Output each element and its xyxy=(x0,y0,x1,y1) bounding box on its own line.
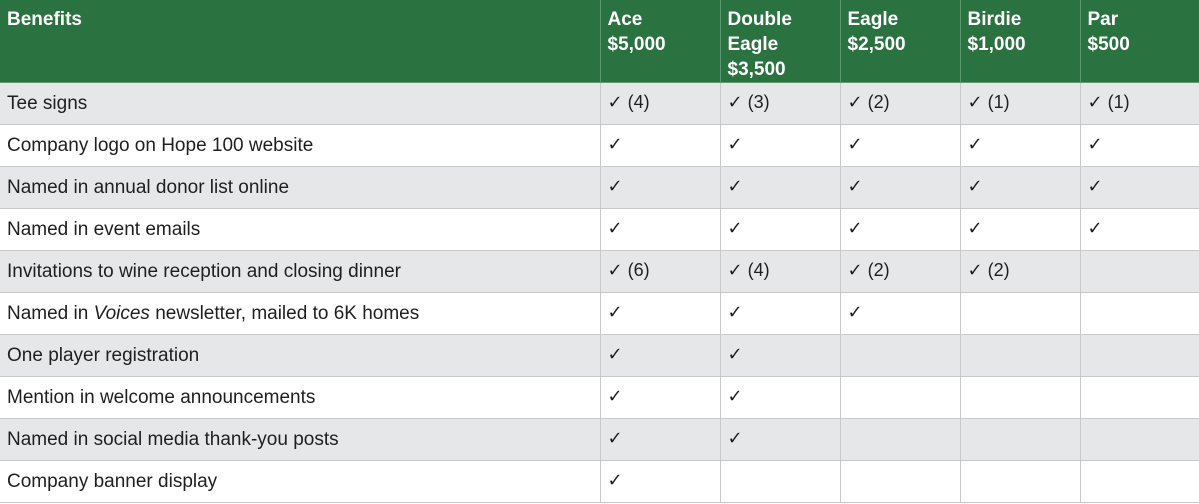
checkmark-icon: ✓ xyxy=(967,92,983,112)
checkmark-icon: ✓ xyxy=(727,134,743,154)
benefit-label: Mention in welcome announcements xyxy=(0,377,600,419)
checkmark-icon: ✓ xyxy=(847,176,863,196)
benefit-label xyxy=(0,293,600,335)
empty-cell xyxy=(840,377,960,419)
benefit-label: Company banner display xyxy=(0,461,600,503)
header-row xyxy=(0,0,1199,83)
benefit-label-text: Named in xyxy=(7,302,94,324)
empty-cell xyxy=(960,335,1080,377)
table-row xyxy=(0,167,1199,209)
included-cell xyxy=(600,377,720,419)
checkmark-icon: ✓ xyxy=(607,386,623,406)
tier-name: Double Eagle xyxy=(727,9,792,55)
included-cell xyxy=(960,251,1080,293)
benefit-label: Company logo on Hope 100 website xyxy=(0,125,600,167)
included-cell xyxy=(960,209,1080,251)
checkmark-icon: ✓ xyxy=(967,260,983,280)
included-cell xyxy=(600,293,720,335)
checkmark-icon: ✓ xyxy=(607,470,623,490)
quantity-label: (2) xyxy=(987,260,1010,280)
empty-cell xyxy=(1080,461,1199,503)
included-cell xyxy=(720,167,840,209)
included-cell xyxy=(960,125,1080,167)
table-row xyxy=(0,377,1199,419)
included-cell xyxy=(720,335,840,377)
tier-price: $2,500 xyxy=(847,34,906,55)
included-cell xyxy=(720,293,840,335)
tier-name: Ace xyxy=(607,9,643,30)
tier-price: $3,500 xyxy=(727,59,786,80)
empty-cell xyxy=(960,461,1080,503)
checkmark-icon: ✓ xyxy=(607,176,623,196)
included-cell xyxy=(840,293,960,335)
included-cell xyxy=(1080,125,1199,167)
checkmark-icon: ✓ xyxy=(607,344,623,364)
checkmark-icon: ✓ xyxy=(607,302,623,322)
checkmark-icon: ✓ xyxy=(727,218,743,238)
tier-header-double-eagle xyxy=(720,0,840,83)
tier-header-ace xyxy=(600,0,720,83)
empty-cell xyxy=(840,335,960,377)
checkmark-icon: ✓ xyxy=(1087,176,1103,196)
benefits-column-header: Benefits xyxy=(0,0,600,83)
included-cell xyxy=(600,209,720,251)
benefit-label: One player registration xyxy=(0,335,600,377)
empty-cell xyxy=(1080,377,1199,419)
benefit-label: Named in event emails xyxy=(0,209,600,251)
checkmark-icon: ✓ xyxy=(727,92,743,112)
checkmark-icon: ✓ xyxy=(727,428,743,448)
included-cell xyxy=(720,251,840,293)
table-row xyxy=(0,209,1199,251)
included-cell xyxy=(600,419,720,461)
included-cell xyxy=(600,335,720,377)
checkmark-icon: ✓ xyxy=(847,302,863,322)
quantity-label: (4) xyxy=(627,92,650,112)
table-row xyxy=(0,335,1199,377)
checkmark-icon: ✓ xyxy=(1087,92,1103,112)
empty-cell xyxy=(1080,335,1199,377)
included-cell xyxy=(720,377,840,419)
quantity-label: (6) xyxy=(627,260,650,280)
included-cell xyxy=(720,419,840,461)
checkmark-icon: ✓ xyxy=(847,134,863,154)
checkmark-icon: ✓ xyxy=(727,260,743,280)
included-cell xyxy=(720,83,840,125)
checkmark-icon: ✓ xyxy=(1087,218,1103,238)
included-cell xyxy=(840,125,960,167)
included-cell xyxy=(840,251,960,293)
empty-cell xyxy=(1080,419,1199,461)
included-cell xyxy=(600,251,720,293)
empty-cell xyxy=(1080,293,1199,335)
table-row xyxy=(0,251,1199,293)
checkmark-icon: ✓ xyxy=(607,134,623,154)
checkmark-icon: ✓ xyxy=(1087,134,1103,154)
included-cell xyxy=(840,209,960,251)
included-cell xyxy=(720,209,840,251)
benefit-label-text: newsletter, mailed to 6K homes xyxy=(149,302,420,324)
tier-price: $500 xyxy=(1087,34,1130,55)
checkmark-icon: ✓ xyxy=(607,92,623,112)
included-cell xyxy=(600,167,720,209)
checkmark-icon: ✓ xyxy=(727,344,743,364)
tier-price: $1,000 xyxy=(967,34,1026,55)
benefit-label: Named in social media thank-you posts xyxy=(0,419,600,461)
checkmark-icon: ✓ xyxy=(727,176,743,196)
checkmark-icon: ✓ xyxy=(727,386,743,406)
tier-header-eagle xyxy=(840,0,960,83)
tier-name: Eagle xyxy=(847,9,899,30)
table-row xyxy=(0,293,1199,335)
tier-name: Birdie xyxy=(967,9,1022,30)
tier-price: $5,000 xyxy=(607,34,666,55)
included-cell xyxy=(1080,167,1199,209)
checkmark-icon: ✓ xyxy=(967,134,983,154)
empty-cell xyxy=(960,377,1080,419)
empty-cell xyxy=(960,419,1080,461)
checkmark-icon: ✓ xyxy=(847,218,863,238)
benefit-label: Tee signs xyxy=(0,83,600,125)
tier-header-par xyxy=(1080,0,1199,83)
included-cell xyxy=(840,83,960,125)
tier-name: Par xyxy=(1087,9,1119,30)
table-row xyxy=(0,461,1199,503)
table-row xyxy=(0,419,1199,461)
included-cell xyxy=(960,83,1080,125)
benefit-label: Invitations to wine reception and closing dinner xyxy=(0,251,600,293)
empty-cell xyxy=(1080,251,1199,293)
included-cell xyxy=(1080,209,1199,251)
checkmark-icon: ✓ xyxy=(607,428,623,448)
empty-cell xyxy=(840,461,960,503)
included-cell xyxy=(960,167,1080,209)
included-cell xyxy=(720,125,840,167)
table-row xyxy=(0,125,1199,167)
checkmark-icon: ✓ xyxy=(847,92,863,112)
included-cell xyxy=(840,167,960,209)
checkmark-icon: ✓ xyxy=(847,260,863,280)
newsletter-title: Voices xyxy=(93,302,150,324)
empty-cell xyxy=(720,461,840,503)
table-row xyxy=(0,83,1199,125)
checkmark-icon: ✓ xyxy=(607,218,623,238)
checkmark-icon: ✓ xyxy=(607,260,623,280)
included-cell xyxy=(600,83,720,125)
empty-cell xyxy=(840,419,960,461)
included-cell xyxy=(1080,83,1199,125)
quantity-label: (2) xyxy=(867,92,890,112)
checkmark-icon: ✓ xyxy=(967,176,983,196)
tier-header-birdie xyxy=(960,0,1080,83)
quantity-label: (3) xyxy=(747,92,770,112)
benefit-label: Named in annual donor list online xyxy=(0,167,600,209)
checkmark-icon: ✓ xyxy=(967,218,983,238)
quantity-label: (2) xyxy=(867,260,890,280)
quantity-label: (4) xyxy=(747,260,770,280)
quantity-label: (1) xyxy=(987,92,1010,112)
checkmark-icon: ✓ xyxy=(727,302,743,322)
empty-cell xyxy=(960,293,1080,335)
included-cell xyxy=(600,461,720,503)
quantity-label: (1) xyxy=(1107,92,1130,112)
benefits-table-body xyxy=(0,83,1199,503)
included-cell xyxy=(600,125,720,167)
